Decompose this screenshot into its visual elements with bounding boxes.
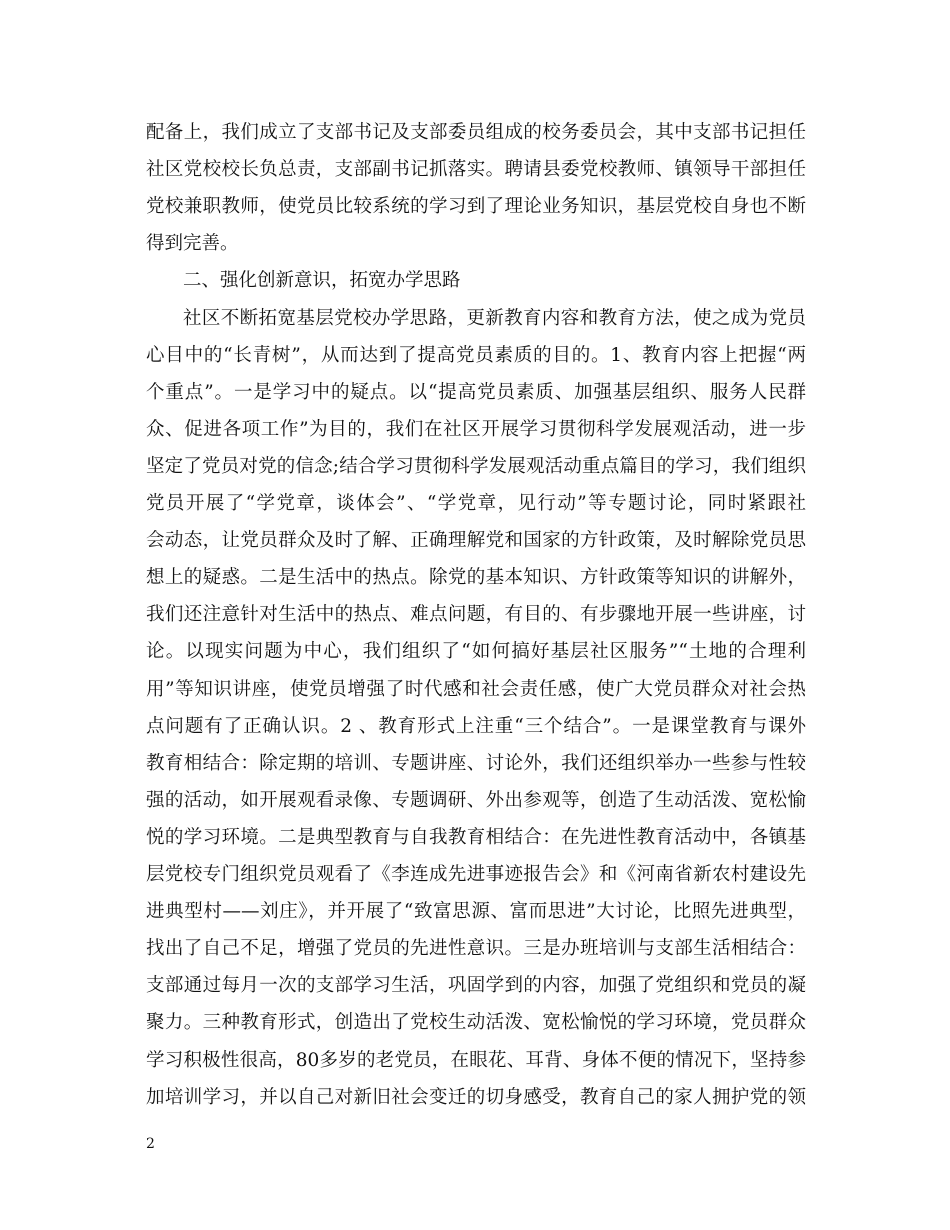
body-text-line: 个重点”。一是学习中的疑点。以“提高党员素质、加强基层组织、服务人民群 [146, 381, 806, 403]
body-text-line: 社区党校校长负总责，支部副书记抓落实。聘请县委党校教师、镇领导干部担任 [146, 159, 806, 181]
section-heading: 二、强化创新意识，拓宽办学思路 [183, 270, 461, 292]
body-text-line: 会动态，让党员群众及时了解、正确理解党和国家的方针政策，及时解除党员思 [146, 530, 806, 552]
body-text-line: 众、促进各项工作”为目的，我们在社区开展学习贯彻科学发展观活动，进一步 [146, 418, 806, 440]
body-text-line: 我们还注意针对生活中的热点、难点问题，有目的、有步骤地开展一些讲座，讨 [146, 604, 806, 626]
body-text-line: 用”等知识讲座，使党员增强了时代感和社会责任感，使广大党员群众对社会热 [146, 678, 806, 700]
body-text-line: 找出了自己不足，增强了党员的先进性意识。三是办班培训与支部生活相结合： [146, 938, 806, 960]
body-text-line: 学习积极性很高，80多岁的老党员，在眼花、耳背、身体不便的情况下，坚持参 [146, 1049, 806, 1071]
body-text-line: 党校兼职教师，使党员比较系统的学习到了理论业务知识，基层党校自身也不断 [146, 196, 806, 218]
body-text-line: 坚定了党员对党的信念;结合学习贯彻科学发展观活动重点篇目的学习，我们组织 [146, 455, 806, 477]
body-text-line: 党员开展了“学党章，谈体会”、“学党章，见行动”等专题讨论，同时紧跟社 [146, 493, 806, 514]
body-text-line: 加培训学习，并以自己对新旧社会变迁的切身感受，教育自己的家人拥护党的领 [146, 1086, 806, 1108]
body-text-line: 教育相结合：除定期的培训、专题讲座、讨论外，我们还组织举办一些参与性较 [146, 752, 806, 774]
body-text-line: 点问题有了正确认识。2 、教育形式上注重“三个结合”。一是课堂教育与课外 [146, 715, 806, 737]
body-text-line: 层党校专门组织党员观看了《李连成先进事迹报告会》和《河南省新农村建设先 [146, 864, 806, 885]
body-text-line: 论。以现实问题为中心，我们组织了“如何搞好基层社区服务”“土地的合理利 [146, 641, 806, 663]
page-number: 2 [146, 1136, 155, 1152]
body-text-line: 进典型村——刘庄》，并开展了“致富思源、富而思进”大讨论，比照先进典型， [146, 901, 806, 923]
body-text-line: 心目中的“长青树”，从而达到了提高党员素质的目的。1、教育内容上把握“两 [146, 344, 806, 366]
body-text-line: 配备上，我们成立了支部书记及支部委员组成的校务委员会，其中支部书记担任 [146, 122, 806, 143]
body-text-line: 悦的学习环境。二是典型教育与自我教育相结合：在先进性教育活动中，各镇基 [146, 826, 806, 848]
body-text-line: 聚力。三种教育形式，创造出了党校生动活泼、宽松愉悦的学习环境，党员群众 [146, 1012, 806, 1034]
body-text-line: 强的活动，如开展观看录像、专题调研、外出参观等，创造了生动活泼、宽松愉 [146, 789, 806, 811]
body-text-line: 想上的疑惑。二是生活中的热点。除党的基本知识、方针政策等知识的讲解外， [146, 567, 806, 589]
body-text-line: 得到完善。 [146, 233, 239, 255]
body-text-line: 支部通过每月一次的支部学习生活，巩固学到的内容，加强了党组织和党员的凝 [146, 975, 806, 997]
body-text-line: 社区不断拓宽基层党校办学思路，更新教育内容和教育方法，使之成为党员 [183, 307, 806, 329]
